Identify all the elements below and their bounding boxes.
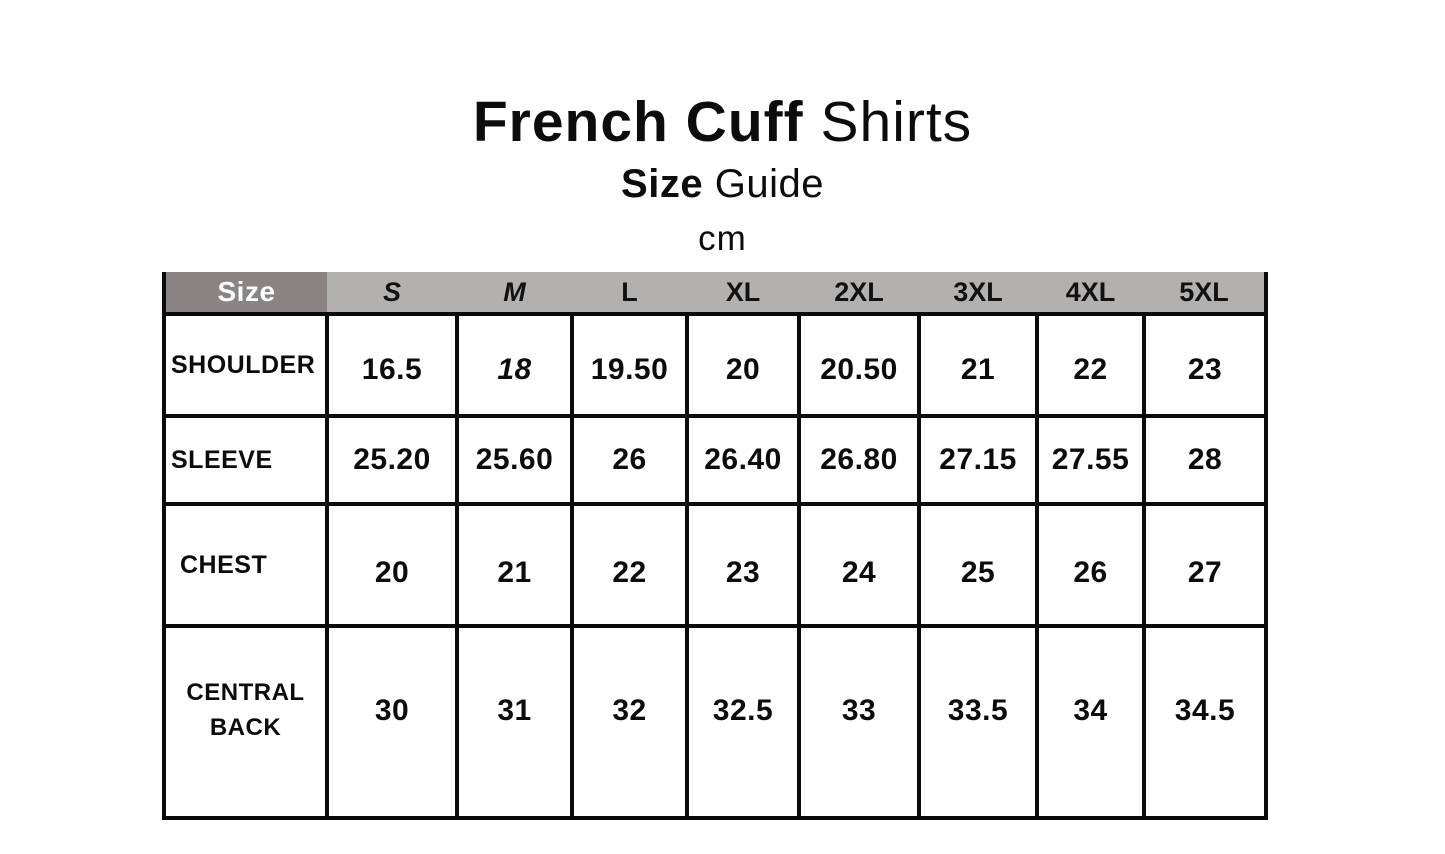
row-label-central-back: CENTRAL BACK [164,626,327,818]
central-back-value-4xl: 34 [1037,626,1144,818]
table-row-chest [164,504,1266,626]
page-title-bold: French Cuff [472,90,804,154]
central-back-value-l: 32 [572,626,687,818]
sleeve-value-3xl: 27.15 [919,416,1037,504]
size-corner-header: Size [164,272,327,314]
chest-value-l: 22 [572,504,687,626]
chest-value-4xl: 26 [1037,504,1144,626]
shoulder-value-m: 18 [457,314,572,416]
central-back-value-m: 31 [457,626,572,818]
chest-value-3xl: 25 [919,504,1037,626]
sleeve-value-l: 26 [572,416,687,504]
size-header-3xl: 3XL [919,272,1037,314]
sleeve-value-2xl: 26.80 [799,416,919,504]
central-back-value-2xl: 33 [799,626,919,818]
page-title [0,90,1445,154]
size-header-2xl: 2XL [799,272,919,314]
size-header-row [164,272,1266,314]
shoulder-value-3xl: 21 [919,314,1037,416]
shoulder-value-l: 19.50 [572,314,687,416]
table-row-sleeve [164,416,1266,504]
shoulder-value-5xl: 23 [1144,314,1266,416]
size-header-m: M [457,272,572,314]
size-header-s: S [327,272,457,314]
page-title-regular: Shirts [820,90,973,154]
central-back-value-5xl: 34.5 [1144,626,1266,818]
shoulder-value-2xl: 20.50 [799,314,919,416]
chest-value-s: 20 [327,504,457,626]
row-label-shoulder: SHOULDER [164,314,327,416]
shoulder-value-4xl: 22 [1037,314,1144,416]
sleeve-value-4xl: 27.55 [1037,416,1144,504]
heading-block [0,90,1445,258]
chest-value-5xl: 27 [1144,504,1266,626]
central-back-value-s: 30 [327,626,457,818]
sleeve-value-5xl: 28 [1144,416,1266,504]
size-table [162,272,1268,820]
chest-value-m: 21 [457,504,572,626]
row-label-sleeve: SLEEVE [164,416,327,504]
shoulder-value-s: 16.5 [327,314,457,416]
shoulder-value-xl: 20 [687,314,799,416]
table-row-shoulder [164,314,1266,416]
unit-label: cm [698,219,747,258]
sleeve-value-xl: 26.40 [687,416,799,504]
page-subtitle [0,164,1445,204]
chest-value-xl: 23 [687,504,799,626]
table-row-central-back [164,626,1266,818]
size-header-4xl: 4XL [1037,272,1144,314]
sleeve-value-s: 25.20 [327,416,457,504]
row-label-chest: CHEST [164,504,327,626]
page-subtitle-bold: Size [621,162,704,206]
central-back-value-3xl: 33.5 [919,626,1037,818]
central-back-value-xl: 32.5 [687,626,799,818]
page-subtitle-regular: Guide [714,162,824,206]
chest-value-2xl: 24 [799,504,919,626]
size-header-l: L [572,272,687,314]
sleeve-value-m: 25.60 [457,416,572,504]
size-header-xl: XL [687,272,799,314]
size-header-5xl: 5XL [1144,272,1266,314]
